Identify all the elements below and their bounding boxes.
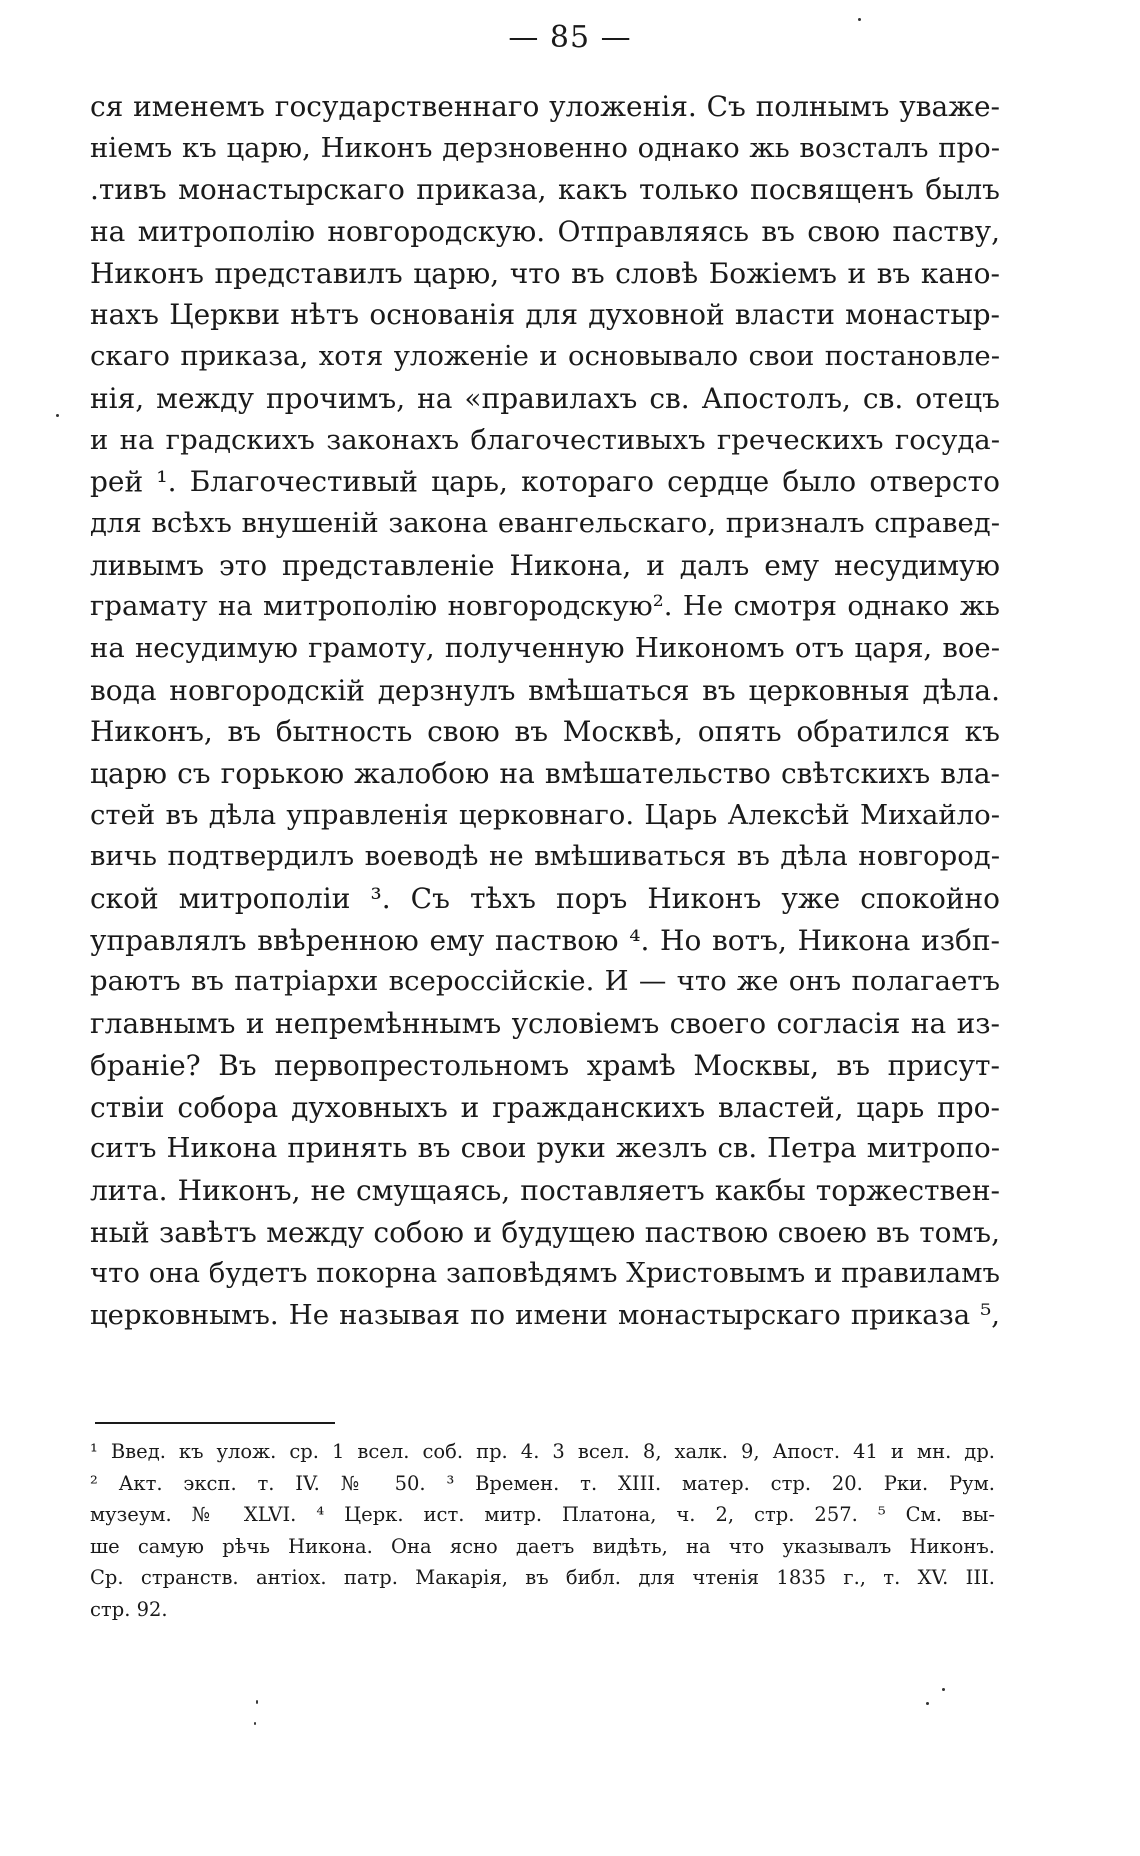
scan-speck bbox=[926, 1702, 929, 1705]
body-line: раютъ въ патріархи всероссійскіе. И — что же онъ полагаетъ bbox=[90, 965, 1000, 998]
body-line: и на градскихъ законахъ благочестивыхъ греческихъ госуда- bbox=[90, 423, 1000, 456]
body-line: .тивъ монастырскаго приказа, какъ только посвященъ былъ bbox=[90, 173, 1000, 207]
scan-speck bbox=[56, 414, 59, 417]
body-line: Никонъ представилъ царю, что въ словѣ Божіемъ и въ кано- bbox=[90, 256, 1000, 290]
body-line: скаго приказа, хотя уложеніе и основывало свои постановле- bbox=[90, 340, 1000, 373]
body-line: на митрополію новгородскую. Отправляясь въ свою паству, bbox=[90, 215, 1000, 249]
body-line: на несудимую грамоту, полученную Никономъ отъ царя, вое- bbox=[90, 631, 1000, 664]
body-text bbox=[90, 86, 1000, 1337]
body-line: грамату на митрополію новгородскую². Не смотря однако жь bbox=[90, 590, 1000, 623]
body-line: церковнымъ. Не называя по имени монастырскаго приказа ⁵, bbox=[90, 1298, 1000, 1331]
footnote-line: музеум. № XLVI. ⁴ Церк. ист. митр. Платона, ч. 2, стр. 257. ⁵ См. вы- bbox=[90, 1503, 995, 1526]
body-line: ніемъ къ царю, Никонъ дерзновенно однако жь возсталъ про- bbox=[90, 131, 1000, 164]
body-line: стей въ дѣла управленія церковнаго. Царь Алексѣй Михайло- bbox=[90, 798, 1000, 831]
body-line: ный завѣтъ между собою и будущею паствою своею въ томъ, bbox=[90, 1215, 1000, 1249]
scan-speck bbox=[254, 1722, 256, 1725]
body-line: управлялъ ввѣренною ему паствою ⁴. Но вотъ, Никона избп- bbox=[90, 923, 1000, 957]
body-line: для всѣхъ внушеній закона евангельскаго, призналъ справед- bbox=[90, 506, 1000, 539]
body-line: лита. Никонъ, не смущаясь, поставляетъ какбы торжествен- bbox=[90, 1173, 1000, 1207]
footnotes bbox=[90, 1436, 995, 1625]
body-line: ливымъ это представленіе Никона, и далъ ему несудимую bbox=[90, 548, 1000, 582]
footnote-line: Ср. странств. антіох. патр. Макарія, въ библ. для чтенія 1835 г., т. XV. III. bbox=[90, 1566, 995, 1589]
body-line: вичь подтвердилъ воеводѣ не вмѣшиваться въ дѣла новгород- bbox=[90, 840, 1000, 873]
footnote-line: стр. 92. bbox=[90, 1597, 168, 1621]
footnote-line: ше самую рѣчь Никона. Она ясно даетъ видѣть, на что указывалъ Никонъ. bbox=[90, 1534, 995, 1558]
footnote-line: ¹ Введ. къ улож. ср. 1 всел. соб. пр. 4. 3 всел. 8, халк. 9, Апост. 41 и мн. др. bbox=[90, 1440, 995, 1463]
body-line: Никонъ, въ бытность свою въ Москвѣ, опять обратился къ bbox=[90, 715, 1000, 749]
body-line: главнымъ и непремѣннымъ условіемъ своего согласія на из- bbox=[90, 1007, 1000, 1041]
body-line: рей ¹. Благочестивый царь, котораго сердце было отверсто bbox=[90, 465, 1000, 499]
body-line: что она будетъ покорна заповѣдямъ Христовымъ и правиламъ bbox=[90, 1257, 1000, 1290]
scan-speck bbox=[858, 18, 861, 21]
body-line: браніе? Въ первопрестольномъ храмѣ Москвы, въ присут- bbox=[90, 1048, 1000, 1082]
body-line: нія, между прочимъ, на «правилахъ св. Апостолъ, св. отецъ bbox=[90, 381, 1000, 415]
scan-speck bbox=[942, 1688, 945, 1691]
footnote-line: ² Акт. эксп. т. IV. № 50. ³ Времен. т. XIII. матер. стр. 20. Рки. Рум. bbox=[90, 1471, 995, 1495]
body-line: ся именемъ государственнаго уложенія. Съ полнымъ уваже- bbox=[90, 90, 1000, 123]
page-number: — 85 — bbox=[508, 20, 632, 55]
body-line: ской митрополіи ³. Съ тѣхъ поръ Никонъ уже спокойно bbox=[90, 882, 1000, 916]
body-line: царю съ горькою жалобою на вмѣшательство свѣтскихъ вла- bbox=[90, 757, 1000, 790]
footnote-divider bbox=[95, 1422, 335, 1424]
body-line: вода новгородскій дерзнулъ вмѣшаться въ церковныя дѣла. bbox=[90, 673, 1000, 707]
body-line: ствіи собора духовныхъ и гражданскихъ властей, царь про- bbox=[90, 1090, 1000, 1124]
scan-speck bbox=[256, 1700, 258, 1704]
body-line: нахъ Церкви нѣтъ основанія для духовной власти монастыр- bbox=[90, 298, 1000, 332]
body-line: ситъ Никона принять въ свои руки жезлъ св. Петра митропо- bbox=[90, 1132, 1000, 1165]
